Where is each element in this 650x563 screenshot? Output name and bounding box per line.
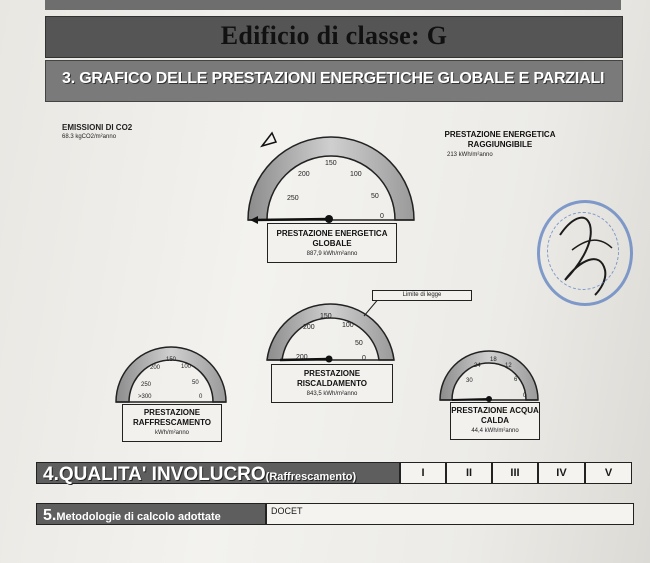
global-gauge	[248, 137, 414, 224]
global-label-box	[267, 223, 397, 263]
hot-water-value: 44,4 kWh/m²anno	[471, 428, 519, 434]
heating-tick: 100	[342, 322, 354, 329]
quality-class-cell: V	[585, 462, 632, 484]
global-tick: 250	[287, 195, 299, 202]
heating-tick: 50	[355, 340, 363, 347]
heating-label: PRESTAZIONE RISCALDAMENTO	[296, 369, 368, 388]
co2-label: EMISSIONI DI CO2	[62, 123, 133, 132]
section-5-header	[36, 503, 266, 525]
global-tick: 100	[350, 171, 362, 178]
heating-tick: 200	[296, 354, 308, 361]
limit-label: Limite di legge	[372, 290, 472, 301]
quality-class-cell: I	[400, 462, 446, 484]
section-4-row	[36, 462, 632, 484]
hot-water-tick: 18	[490, 357, 497, 363]
heating-tick: 150	[320, 313, 332, 320]
hot-water-tick: 30	[466, 378, 473, 384]
quality-class-cell: II	[446, 462, 492, 484]
section-5-number: 5.	[43, 507, 57, 524]
section-4-subtitle: (Raffrescamento)	[265, 471, 357, 483]
section-5-title-text: Metodologie di calcolo adottate	[56, 511, 221, 523]
section-4-title-text: 4.QUALITA' INVOLUCRO	[43, 464, 266, 485]
global-tick: 200	[298, 171, 310, 178]
hot-water-label-box	[450, 402, 540, 440]
section-4-header	[36, 462, 400, 484]
section-5-row	[36, 503, 634, 525]
official-stamp-inner	[547, 212, 619, 290]
hot-water-label: PRESTAZIONE ACQUA CALDA	[451, 406, 539, 425]
building-class-title: Edificio di classe: G	[220, 21, 448, 50]
hot-water-tick: 0	[523, 393, 527, 399]
achievable-value: 213 kWh/m²anno	[447, 152, 493, 158]
section-4-title	[43, 464, 356, 486]
hot-water-tick: 6	[514, 377, 518, 383]
co2-value: 68.3 kgCO2/m²anno	[62, 134, 117, 140]
global-value: 887,9 kWh/m²anno	[306, 251, 358, 257]
cooling-tick: 0	[199, 394, 203, 400]
quality-class-cell: IV	[538, 462, 585, 484]
section-3-title: 3. GRAFICO DELLE PRESTAZIONI ENERGETICHE GLOBALE E PARZIALI	[62, 70, 605, 87]
cooling-tick: 200	[150, 365, 161, 371]
cooling-tick: 150	[166, 357, 177, 363]
heating-tick: 0	[362, 355, 366, 362]
section-5-title	[43, 507, 221, 525]
quality-class-cell: III	[492, 462, 538, 484]
cooling-tick: 100	[181, 364, 192, 370]
cooling-label-box	[122, 404, 222, 442]
cooling-value: kWh/m²anno	[154, 430, 189, 436]
hot-water-tick: 12	[505, 363, 512, 369]
global-tick: 150	[325, 160, 337, 167]
global-tick: 0	[380, 213, 384, 220]
hot-water-tick: 24	[474, 363, 481, 369]
cooling-tick: 50	[192, 380, 199, 386]
heating-value: 843,5 kWh/m²anno	[306, 391, 358, 397]
cooling-gauge	[116, 347, 226, 402]
heating-gauge	[267, 297, 394, 363]
cooling-tick: 250	[141, 382, 152, 388]
arrow-marker-icon	[262, 133, 276, 146]
calc-method-value: DOCET	[266, 503, 634, 525]
heating-tick: 200	[303, 324, 315, 331]
achievable-label: PRESTAZIONE ENERGETICA RAGGIUNGIBILE	[444, 130, 556, 149]
heating-label-box	[271, 364, 393, 403]
cooling-tick: >300	[138, 394, 152, 400]
global-tick: 50	[371, 193, 379, 200]
cooling-label: PRESTAZIONE RAFFRESCAMENTO	[132, 408, 212, 427]
global-label: PRESTAZIONE ENERGETICA GLOBALE	[276, 229, 388, 248]
